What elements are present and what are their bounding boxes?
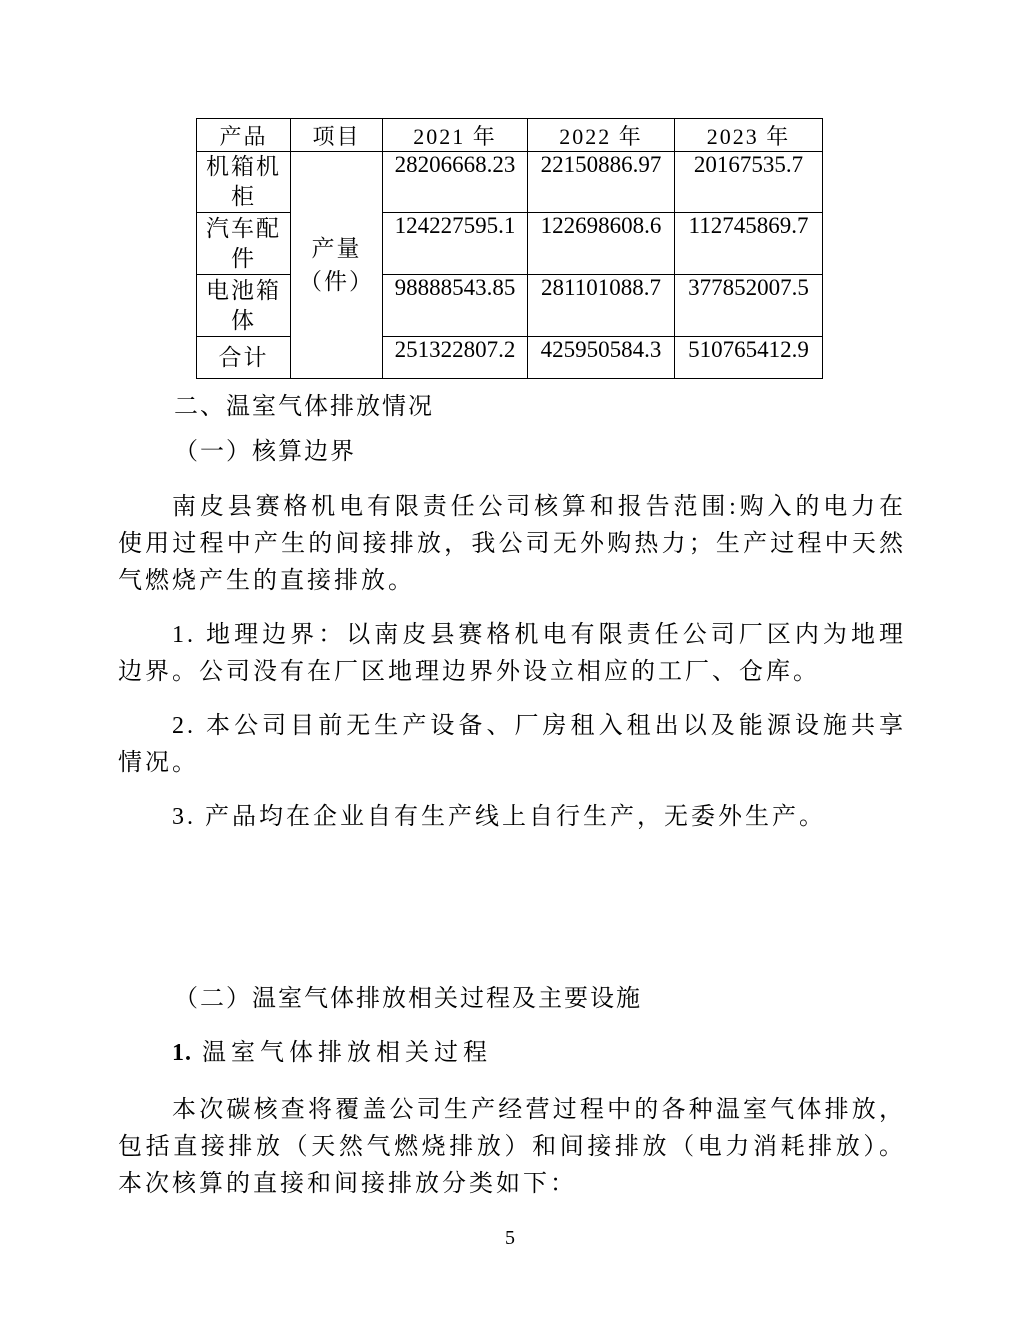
table-header-row [197,119,823,152]
header-cell-item: 项目 [291,119,383,152]
production-volume-table [196,118,823,379]
product-cell: 机箱机柜 [197,152,291,213]
header-cell-2022: 2022 年 [528,119,675,152]
product-cell: 电池箱体 [197,275,291,337]
heading-emission-process [118,1038,906,1068]
value-cell: 425950584.3 [528,337,675,379]
value-cell: 281101088.7 [528,275,675,337]
unit-merged-cell [291,152,383,379]
product-cell: 汽车配件 [197,213,291,275]
value-cell: 112745869.7 [675,213,823,275]
paragraph-carbon-audit-coverage: 本次碳核查将覆盖公司生产经营过程中的各种温室气体排放，包括直接排放（天然气燃烧排放）和间接排放（电力消耗排放）。本次核算的直接和间接排放分类如下： [118,1097,906,1197]
vertical-spacer [118,836,906,984]
value-cell: 122698608.6 [528,213,675,275]
page-number: 5 [505,1227,515,1249]
header-cell-2023: 2023 年 [675,119,823,152]
table-row [197,213,823,275]
value-cell: 98888543.85 [383,275,528,337]
subsection-heading-processes-facilities: （二）温室气体排放相关过程及主要设施 [174,986,642,1012]
table-row [197,152,823,213]
list-item-own-production: 3. 产品均在企业自有生产线上自行生产，无委外生产。 [172,804,826,830]
section-heading-ghg-emissions: 二、温室气体排放情况 [174,394,434,420]
value-cell: 510765412.9 [675,337,823,379]
value-cell: 22150886.97 [528,152,675,213]
header-cell-2021: 2021 年 [383,119,528,152]
value-cell: 251322807.2 [383,337,528,379]
value-cell: 20167535.7 [675,152,823,213]
table-row-total [197,337,823,379]
unit-line2: （件） [299,269,374,294]
unit-line1: 产量 [311,236,362,261]
list-item-facility-sharing: 2. 本公司目前无生产设备、厂房租入租出以及能源设施共享情况。 [118,713,906,776]
subsection-heading-accounting-boundary: （一）核算边界 [174,439,356,465]
header-cell-product: 产品 [197,119,291,152]
total-label-cell: 合计 [197,337,291,379]
heading-number: 1. [172,1040,192,1066]
value-cell: 377852007.5 [675,275,823,337]
value-cell: 28206668.23 [383,152,528,213]
paragraph-accounting-scope: 南皮县赛格机电有限责任公司核算和报告范围:购入的电力在使用过程中产生的间接排放，我公司无外购热力；生产过程中天然气燃烧产生的直接排放。 [118,494,906,594]
value-cell: 124227595.1 [383,213,528,275]
list-item-geographic-boundary: 1. 地理边界：以南皮县赛格机电有限责任公司厂区内为地理边界。公司没有在厂区地理边界外设立相应的工厂、仓库。 [118,622,906,685]
heading-text: 温室气体排放相关过程 [202,1040,492,1066]
table-row [197,275,823,337]
